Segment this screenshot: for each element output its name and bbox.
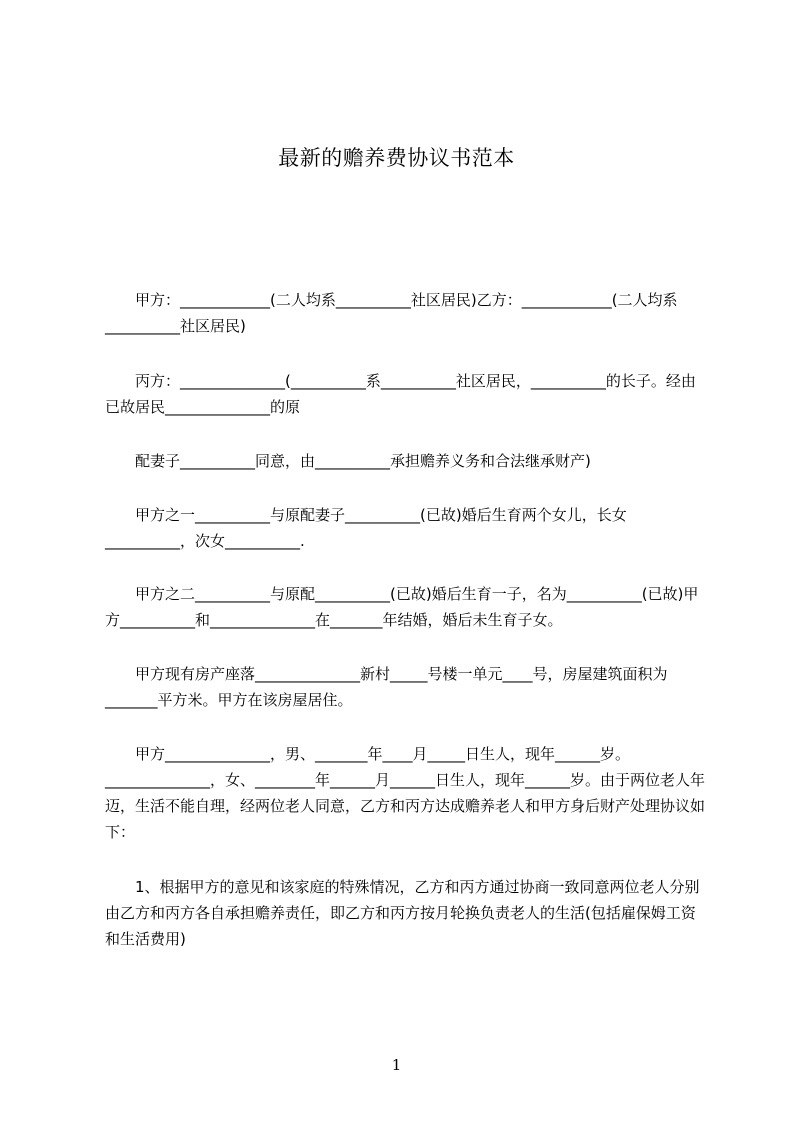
paragraph-party-a-two: 甲方之二__________与原配__________(已故)婚后生育一子，名为__________(已故)甲方__________和______________在_______年结婚，婚后未生育子女。 [105, 585, 699, 629]
paragraph-spouse-consent: 配妻子__________同意，由__________承担赡养义务和合法继承财产) [105, 452, 591, 470]
paragraph-elders-info: 甲方______________，男、_______年____月_____日生人，现年______岁。______________，女、________年______月______日生人，现年______岁。由于两位老人年迈，生活不能自理，经两位老人同意，乙方和丙方达成赡养老人和甲方身后财产处理协议如下： [105, 745, 706, 841]
paragraph-property: 甲方现有房产座落______________新村_____号楼一单元____号，房屋建筑面积为_______平方米。甲方在该房屋居住。 [105, 665, 668, 709]
paragraph-parties-a-b: 甲方：____________(二人均系__________社区居民)乙方：____________(二人均系__________社区居民) [105, 291, 678, 335]
page-title: 最新的赡养费协议书范本 [278, 146, 515, 170]
page-number: 1 [391, 1056, 402, 1074]
paragraph-clause-1: 1、根据甲方的意见和该家庭的特殊情况，乙方和丙方通过协商一致同意两位老人分别由乙方和丙方各自承担赡养责任，即乙方和丙方按月轮换负责老人的生活(包括雇保姆工资和生活费用) [105, 878, 700, 948]
paragraph-party-a-one: 甲方之一__________与原配妻子__________(已故)婚后生育两个女儿，长女__________，次女__________. [105, 506, 627, 550]
paragraph-party-c: 丙方：______________(__________系__________社区居民，__________的长子。经由已故居民______________的原 [105, 372, 696, 416]
